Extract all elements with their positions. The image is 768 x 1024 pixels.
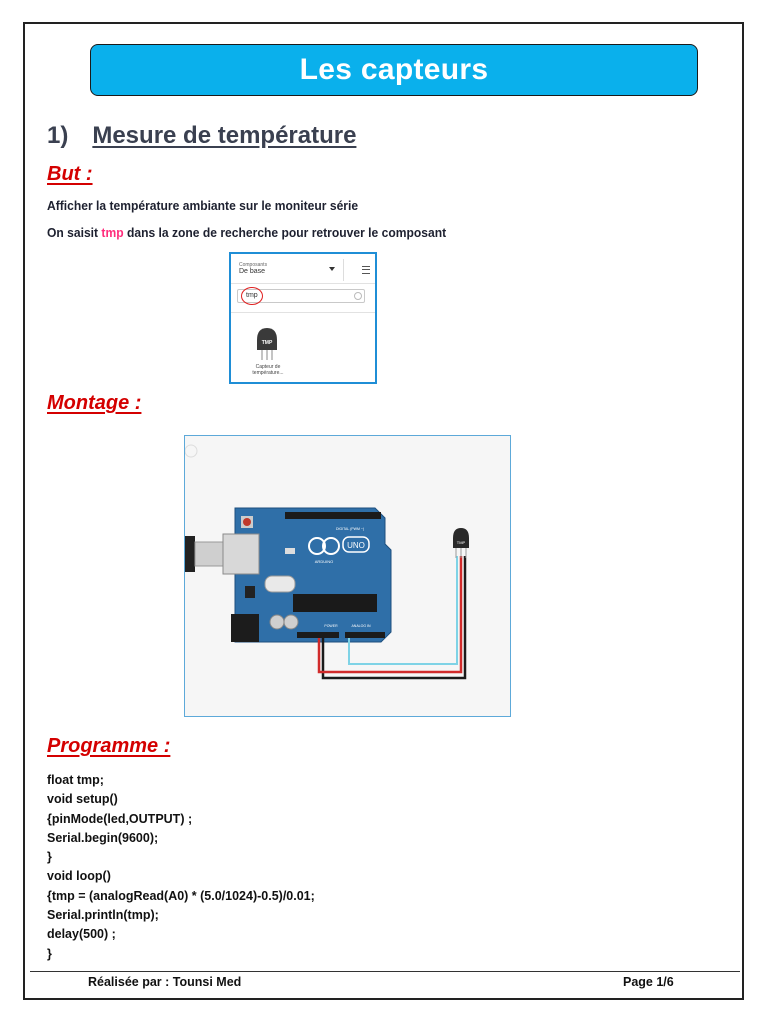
list-view-icon[interactable]: [362, 266, 370, 274]
search-value: tmp: [246, 292, 258, 299]
section-heading: [47, 122, 356, 150]
tmp-keyword: tmp: [101, 225, 124, 240]
montage-heading: Montage :: [47, 392, 142, 414]
page-title: Les capteurs: [299, 53, 489, 86]
code-line: }: [47, 849, 52, 865]
component-caption: [243, 364, 293, 376]
but-line-2: [47, 225, 446, 240]
section-number: 1): [47, 122, 69, 149]
power-header-label: POWER: [324, 624, 338, 628]
code-line: Serial.println(tmp);: [47, 907, 159, 923]
clear-search-icon[interactable]: [354, 292, 362, 300]
code-line: void setup(): [47, 791, 118, 807]
board-brand-label: ARDUINO: [314, 559, 334, 564]
footer-divider: [30, 971, 740, 972]
tmp-sensor-icon[interactable]: [253, 324, 281, 364]
code-line: }: [47, 945, 52, 961]
chevron-down-icon[interactable]: [329, 267, 335, 271]
section-title: Mesure de température: [92, 122, 357, 149]
category-select[interactable]: De base: [239, 268, 266, 275]
code-line: void loop(): [47, 868, 111, 884]
but-line-2-after: dans la zone de recherche pour retrouver le composant: [123, 225, 447, 240]
code-line: delay(500) ;: [47, 926, 116, 942]
code-line: {pinMode(led,OUTPUT) ;: [47, 810, 193, 826]
code-line: {tmp = (analogRead(A0) * (5.0/1024)-0.5)/0.01;: [47, 887, 315, 903]
footer-page-number: Page 1/6: [623, 975, 674, 989]
panel-divider: [231, 283, 375, 284]
digital-header-label: DIGITAL (PWM ~): [335, 527, 365, 531]
component-caption-line-2: température...: [252, 370, 284, 376]
code-line: float tmp;: [47, 772, 104, 787]
component-search-input[interactable]: [237, 289, 365, 303]
circuit-diagram: [184, 435, 511, 717]
panel-vertical-divider: [343, 259, 344, 281]
but-line-1: Afficher la température ambiante sur le moniteur série: [47, 198, 359, 213]
tmp-icon-label: TMP: [261, 340, 273, 346]
code-listing: [47, 770, 315, 963]
component-caption-line-1: Capteur de: [255, 364, 281, 370]
panel-divider: [231, 312, 375, 313]
footer-author: Réalisée par : Tounsi Med: [88, 975, 242, 989]
red-highlight-circle: [241, 287, 263, 305]
analog-header-label: ANALOG IN: [351, 624, 371, 628]
board-model-label: UNO: [347, 541, 365, 550]
category-label: Composants: [239, 262, 268, 268]
title-banner: [90, 44, 698, 96]
but-line-2-before: On saisit: [47, 225, 102, 240]
component-panel-screenshot: [229, 252, 377, 384]
programme-heading: Programme :: [47, 735, 171, 757]
sensor-label: TMP: [456, 540, 466, 545]
code-line: Serial.begin(9600);: [47, 829, 159, 845]
circuit-svg: [185, 436, 509, 715]
but-heading: But :: [47, 163, 93, 185]
